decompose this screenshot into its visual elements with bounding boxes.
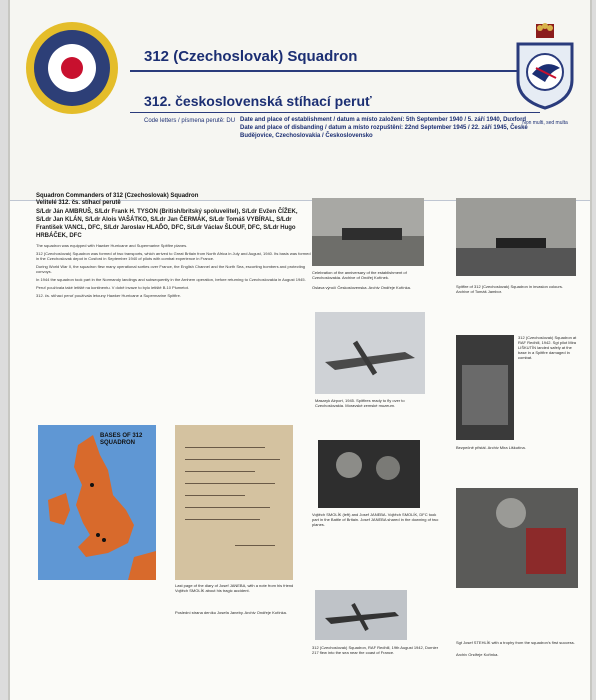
spitfire-ground-photo bbox=[456, 198, 576, 276]
bases-map bbox=[38, 425, 156, 580]
caption-masaryk-airport: Masaryk Airport, 1945. Spitfires ready to fly over to Czechoslovakia. Moravské zemské muzeum. bbox=[315, 398, 405, 408]
diary-page-photo bbox=[175, 425, 293, 580]
map-shapes bbox=[38, 425, 156, 580]
paragraph: The squadron was equipped with Hawker Hurricane and Supermarine Spitfire planes. bbox=[36, 243, 188, 248]
dates-block bbox=[240, 116, 540, 140]
dornier-photo bbox=[315, 590, 407, 640]
caption-spitfire-invasion: Spitfire of 312 (Czechoslovak) Squadron in invasion colours. Archive of Tomáš Jambor. bbox=[456, 284, 563, 294]
paragraph: During World War II, the squadron flew many operational sorties over France, the English Channel and the North Sea, escorting bombers and protecting convoys. bbox=[36, 264, 306, 274]
smolik-janeba-photo bbox=[318, 440, 420, 508]
paragraph: 312 (Czechoslovak) Squadron was formed of two transports, which arrived to Great Britain from North Africa in July and August, 1940. Its basis was formed in the Czechoslovak depot in Cosford in September 1940 of pilots with combat experience in France. bbox=[36, 251, 311, 261]
caption-redhill: 312 (Czechoslovak) Squadron at RAF Redhill, 1942. Sgt pilot Mira LIŠKUTÍN landed safely at the base in a Spitfire damaged in combat. bbox=[518, 335, 577, 360]
commanders-heading-cz: Velitelé 312. čs. stíhací perutě bbox=[36, 200, 121, 206]
pilots-group-photo bbox=[456, 335, 514, 440]
squadron-motto: Non multi, sed multa bbox=[522, 120, 568, 126]
commanders-heading-en: Squadron Commanders of 312 (Czechoslovak) Squadron bbox=[36, 193, 199, 199]
subtitle-rule bbox=[130, 112, 540, 113]
caption-parade-cz: Oslava výročí Československa. Archiv Ondřeje Kořínka. bbox=[312, 285, 411, 290]
header-banner bbox=[10, 0, 590, 201]
caption-diary-cz: Poslední strana deníku Josefa Janeby. Archiv Ondřeje Kořínka. bbox=[175, 610, 287, 615]
paragraph: Peruť používala také letiště na kontinentu. V době invaze to bylo letiště B.10 Plumetot. bbox=[36, 285, 189, 290]
established-date: Date and place of establishment / datum a místo založení: 5th September 1940 / 5. září 1940, Duxford bbox=[240, 117, 527, 123]
paragraph: 312. čs. stíhací peruť používala letouny Hawker Hurricane a Supermarine Spitfire. bbox=[36, 293, 181, 298]
spitfire-flight-photo bbox=[315, 312, 425, 394]
commanders-text bbox=[36, 193, 312, 298]
commanders-list: S/Ldr Ján AMBRUŠ, S/Ldr Frank H. TYSON (British/britský spoluvelitel), S/Ldr Evžen ČÍŽEK, S/Ldr Jan KLÁN, S/Ldr Alois VAŠÁTKO, S/Ldr Jan ČERMÁK, S/Ldr Tomáš VYBÍRAL, S/Ldr František VANCL, DFC, S/Ldr Jaroslav HLAĎO, DFC, S/Ldr Václav ŠLOUF, DFC, S/Ldr Hugo HRBÁČEK, DFC bbox=[36, 209, 298, 239]
parade-photo bbox=[312, 198, 424, 266]
caption-stehlik-cz: Archiv Ondřeje Kořínka. bbox=[456, 652, 499, 657]
caption-stehlik: Sgt Josef STEHLÍK with a trophy from the squadron's first success. bbox=[456, 640, 575, 645]
paragraph: In 1944 the squadron took part in the Normandy landings and subsequently in the Arnhem operation, before returning to Czechoslovakia in August 1945. bbox=[36, 277, 306, 282]
squadron-title-cz: 312. československá stíhací peruť bbox=[144, 93, 372, 109]
caption-smolik-janeba: Vojtěch SMOLÍK (left) and Josef JANEBA. Vojtěch SMOLÍK, DFC took part in the Battle of Britain. Josef JANEBA shared in the downing of two planes. bbox=[312, 512, 439, 527]
code-letters: Code letters / písmena perutě: DU bbox=[144, 118, 236, 124]
exhibition-board bbox=[8, 0, 592, 700]
caption-dornier: 312 (Czechoslovak) Squadron, RAF Redhill, 19th August 1942, Dornier 217 flew into the sea near the coast of France. bbox=[312, 645, 439, 655]
disbanded-date: Date and place of disbanding / datum a místo rozpuštění: 22nd September 1945 / 22. září 1945, České Budějovice, Czechoslovakia / Československo bbox=[240, 125, 528, 139]
caption-diary: Last page of the diary of Josef JANEBA, with a note from his friend Vojtěch SMOLÍK about his tragic accident. bbox=[175, 583, 294, 593]
map-title: BASES OF 312 SQUADRON bbox=[100, 433, 143, 446]
title-rule bbox=[130, 70, 540, 72]
caption-redhill-cz: Bezpečně přistál. Archiv Mira Liškutína. bbox=[456, 445, 526, 450]
stehlik-trophy-photo bbox=[456, 488, 578, 588]
squadron-title-en: 312 (Czechoslovak) Squadron bbox=[144, 48, 358, 65]
raf-roundel-icon bbox=[26, 22, 118, 114]
caption-parade: Celebration of the anniversary of the establishment of Czechoslovakia. Archive of Ondřej Kořínek. bbox=[312, 270, 407, 280]
squadron-badge-icon bbox=[510, 22, 580, 112]
